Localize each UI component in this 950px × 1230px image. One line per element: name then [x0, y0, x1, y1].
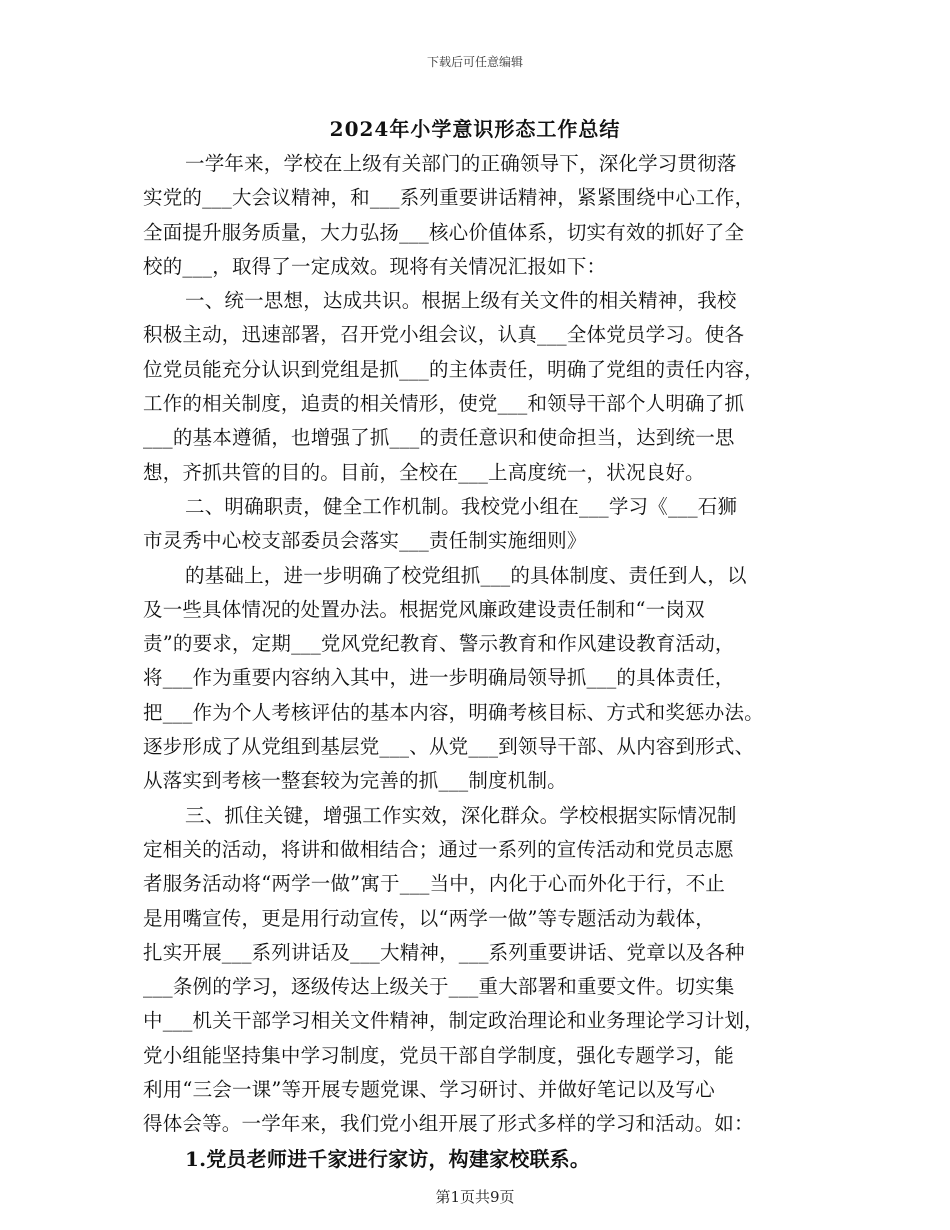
text-line: 从落实到考核一整套较为完善的抓___制度机制。 [143, 769, 567, 793]
document-body [143, 147, 823, 1176]
text-line: 三、抓住关键，增强工作实效，深化群众。学校根据实际情况制 [185, 803, 737, 827]
text-line: 工作的相关制度，追责的相关情形，使党___和领导干部个人明确了抓 [143, 392, 745, 416]
text-line: 定相关的活动，将讲和做相结合；通过一系列的宣传活动和党员志愿 [143, 837, 735, 861]
text-line: 校的___，取得了一定成效。现将有关情况汇报如下： [143, 254, 607, 278]
text-line: 者服务活动将“两学一做”寓于___当中，内化于心而外化于行，不止 [143, 872, 726, 896]
text-line: 得体会等。一学年来，我们党小组开展了形式多样的学习和活动。如： [143, 1112, 754, 1136]
text-line: 位党员能充分认识到党组是抓___的主体责任，明确了党组的责任内容， [143, 357, 764, 381]
text-line: 全面提升服务质量，大力弘扬___核心价值体系，切实有效的抓好了全 [143, 220, 745, 244]
text-line: ___条例的学习，逐级传达上级关于___重大部署和重要文件。切实集 [143, 975, 735, 999]
text-line: 中___机关干部学习相关文件精神，制定政治理论和业务理论学习计划， [143, 1009, 764, 1033]
text-line: 党小组能坚持集中学习制度，党员干部自学制度，强化专题学习，能 [143, 1043, 735, 1067]
text-line: 及一些具体情况的处置办法。根据党风廉政建设责任制和“一岗双 [143, 597, 705, 621]
text-line: 一、统一思想，达成共识。根据上级有关文件的相关精神，我校 [185, 289, 737, 313]
text-line: 扎实开展___系列讲话及___大精神，___系列重要讲话、党章以及各种 [143, 940, 745, 964]
text-line: 积极主动，迅速部署，召开党小组会议，认真___全体党员学习。使各 [143, 323, 745, 347]
text-line: 利用“三会一课”等开展专题党课、学习研讨、并做好笔记以及写心 [143, 1078, 715, 1102]
text-line: 逐步形成了从党组到基层党___、从党___到领导干部、从内容到形式、 [143, 735, 755, 759]
text-line: 把___作为个人考核评估的基本内容，明确考核目标、方式和奖惩办法。 [143, 700, 764, 724]
text-line: 市灵秀中心校支部委员会落实___责任制实施细则》 [143, 529, 587, 553]
text-line: 实党的___大会议精神，和___系列重要讲话精神，紧紧围绕中心工作， [143, 186, 755, 210]
text-line: 想，齐抓共管的目的。目前，全校在___上高度统一，状况良好。 [143, 460, 705, 484]
document-title: 2024年小学意识形态工作总结 [329, 117, 621, 141]
page-footer: 第1页共9页 [435, 1188, 515, 1206]
text-line: 将___作为重要内容纳入其中，进一步明确局领导抓___的具体责任， [143, 666, 735, 690]
header-note: 下载后可任意编辑 [426, 55, 523, 69]
section-heading: 1.党员老师进千家进行家访，构建家校联系。 [185, 1146, 591, 1171]
text-line: 二、明确职责，健全工作机制。我校党小组在___学习《___石狮 [185, 494, 738, 518]
text-line: 责”的要求，定期___党风党纪教育、警示教育和作风建设教育活动， [143, 632, 735, 656]
text-line: 是用嘴宣传，更是用行动宣传，以“两学一做”等专题活动为载体， [143, 906, 715, 930]
text-line: 一学年来，学校在上级有关部门的正确领导下，深化学习贯彻落 [185, 152, 737, 175]
text-line: 的基础上，进一步明确了校党组抓___的具体制度、责任到人，以 [185, 563, 747, 587]
text-line: ___的基本遵循，也增强了抓___的责任意识和使命担当，达到统一思 [143, 426, 735, 450]
